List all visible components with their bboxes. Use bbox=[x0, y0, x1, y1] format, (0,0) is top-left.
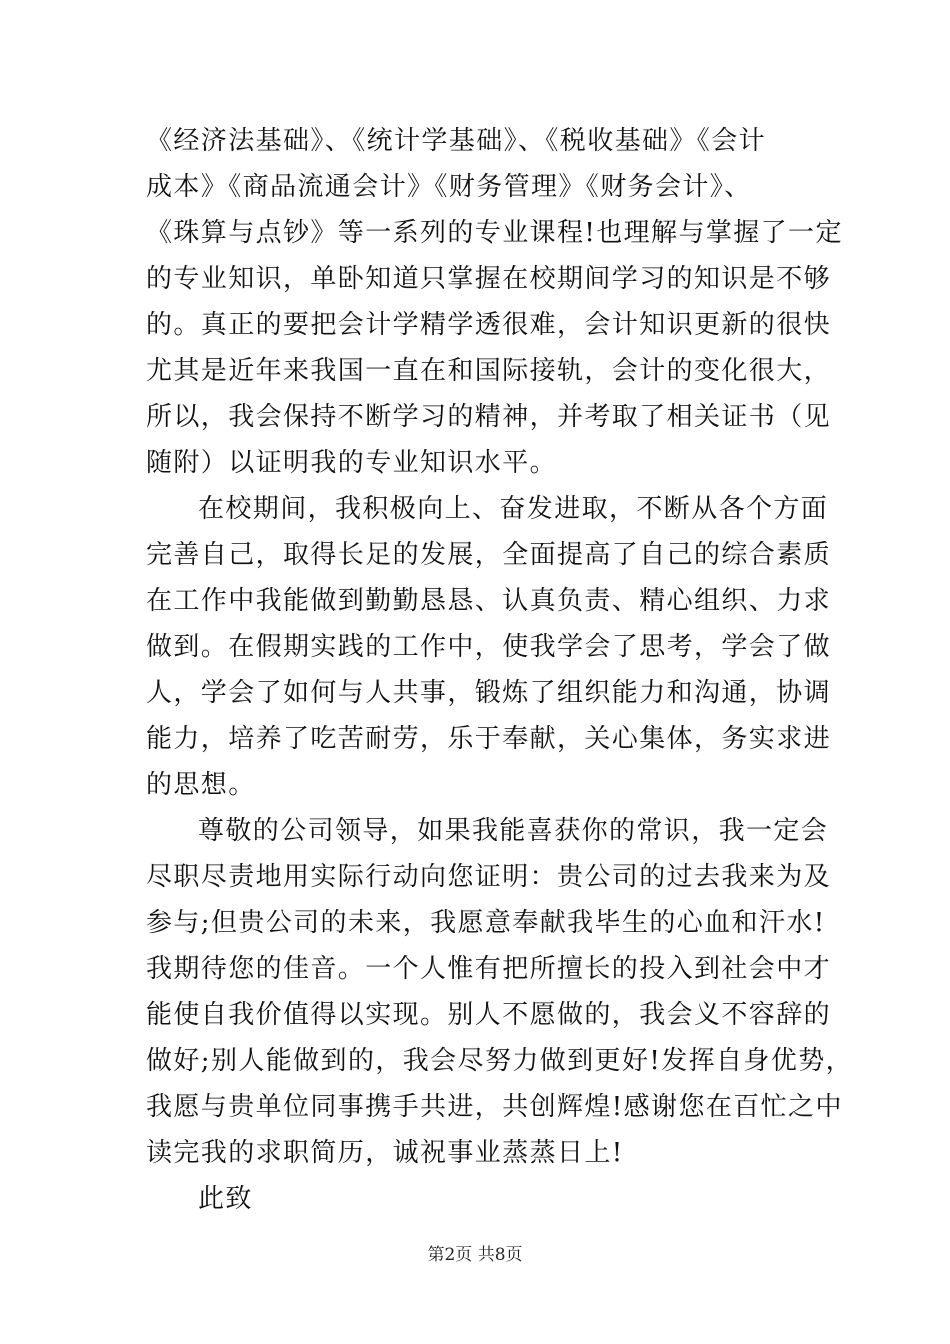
text-line: 的。真正的要把会计学精学透很难，会计知识更新的很快 bbox=[146, 310, 832, 340]
text-line: 所以，我会保持不断学习的精神，并考取了相关证书（见 bbox=[146, 402, 832, 432]
paragraph-start-line: 尊敬的公司领导，如果我能喜获你的常识，我一定会 bbox=[198, 816, 829, 846]
text-line: 我愿与贵单位同事携手共进，共创辉煌!感谢您在百忙之中 bbox=[146, 1092, 843, 1122]
text-line: 尤其是近年来我国一直在和国际接轨，会计的变化很大， bbox=[146, 356, 832, 386]
text-line: 能力，培养了吃苦耐劳，乐于奉献，关心集体，务实求进 bbox=[146, 724, 832, 754]
text-line: 《珠算与点钞》等一系列的专业课程!也理解与掌握了一定 bbox=[146, 218, 843, 248]
text-line: 的思想。 bbox=[146, 770, 256, 800]
page-number-footer: 第2页 共8页 bbox=[427, 1245, 523, 1265]
text-line: 做好;别人能做到的，我会尽努力做到更好!发挥自身优势， bbox=[146, 1046, 854, 1076]
text-line: 能使自我价值得以实现。别人不愿做的，我会义不容辞的 bbox=[146, 1000, 832, 1030]
text-line: 尽职尽责地用实际行动向您证明：贵公司的过去我来为及 bbox=[146, 862, 832, 892]
text-line: 读完我的求职简历，诚祝事业蒸蒸日上! bbox=[146, 1138, 624, 1168]
text-line: 参与;但贵公司的未来，我愿意奉献我毕生的心血和汗水! bbox=[146, 908, 826, 938]
body-text bbox=[146, 118, 854, 1222]
text-line: 做到。在假期实践的工作中，使我学会了思考，学会了做 bbox=[146, 632, 832, 662]
text-line: 《经济法基础》、《统计学基础》、《税收基础》《会计 bbox=[146, 126, 767, 156]
paragraph-start-line: 在校期间，我积极向上、奋发进取，不断从各个方面 bbox=[198, 494, 829, 524]
text-line: 的专业知识，单卧知道只掌握在校期间学习的知识是不够 bbox=[146, 264, 832, 294]
closing-salutation: 此致 bbox=[198, 1184, 253, 1214]
text-line: 在工作中我能做到勤勤恳恳、认真负责、精心组织、力求 bbox=[146, 586, 832, 616]
text-line: 随附）以证明我的专业知识水平。 bbox=[146, 448, 558, 478]
text-line: 完善自己，取得长足的发展，全面提高了自己的综合素质 bbox=[146, 540, 832, 570]
text-line: 成本》《商品流通会计》《财务管理》《财务会计》、 bbox=[146, 172, 752, 202]
text-line: 我期待您的佳音。一个人惟有把所擅长的投入到社会中才 bbox=[146, 954, 832, 984]
text-line: 人，学会了如何与人共事，锻炼了组织能力和沟通，协调 bbox=[146, 678, 832, 708]
